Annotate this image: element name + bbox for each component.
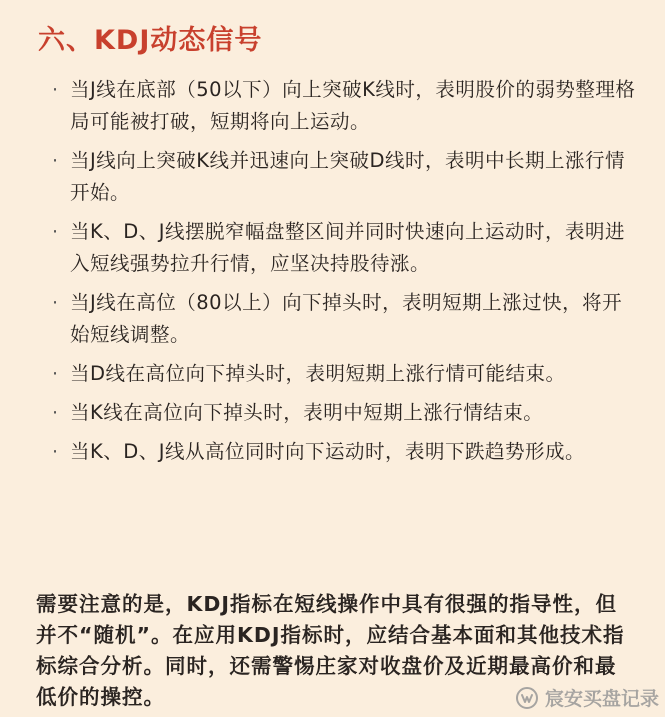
- list-item-text: 当J线在高位（80以上）向下掉头时，表明短期上涨过快，将开始短线调整。: [70, 291, 623, 346]
- summary-note: 需要注意的是，KDJ指标在短线操作中具有很强的指导性，但并不“随机”。在应用KDJ指标时，应结合基本面和其他技术指标综合分析。同时，还需警惕庄家对收盘价及近期最高价和最低价的操控。: [36, 592, 625, 709]
- list-item-text: 当D线在高位向下掉头时，表明短期上涨行情可能结束。: [70, 362, 566, 385]
- watermark: [515, 684, 659, 711]
- section-title: 六、KDJ动态信号: [38, 25, 263, 56]
- list-item: [50, 397, 640, 429]
- watermark-text: 宸安买盘记录: [544, 688, 659, 710]
- list-item-text: 当K、D、J线从高位同时向下运动时，表明下跌趋势形成。: [70, 440, 586, 463]
- list-item: [50, 216, 640, 280]
- bullet-mark: ·: [52, 292, 59, 314]
- list-item-text: 当K线在高位向下掉头时，表明中短期上涨行情结束。: [70, 401, 544, 424]
- bullet-mark: ·: [52, 79, 59, 101]
- list-item: [50, 287, 640, 351]
- wechat-channel-icon: [515, 686, 539, 710]
- list-item-text: 当J线在底部（50以下）向上突破K线时，表明股价的弱势整理格局可能被打破，短期将向上运动。: [70, 78, 636, 133]
- bullet-mark: ·: [52, 441, 59, 463]
- list-item-text: 当J线向上突破K线并迅速向上突破D线时，表明中长期上涨行情开始。: [70, 149, 626, 204]
- list-item-text: 当K、D、J线摆脱窄幅盘整区间并同时快速向上运动时，表明进入短线强势拉升行情，应坚决持股待涨。: [70, 220, 626, 275]
- bullet-mark: ·: [52, 363, 59, 385]
- bullet-mark: ·: [52, 402, 59, 424]
- bullet-mark: ·: [52, 221, 59, 243]
- signal-list: [50, 74, 640, 475]
- list-item: [50, 145, 640, 209]
- bullet-mark: ·: [52, 150, 59, 172]
- list-item: [50, 358, 640, 390]
- list-item: [50, 436, 640, 468]
- list-item: [50, 74, 640, 138]
